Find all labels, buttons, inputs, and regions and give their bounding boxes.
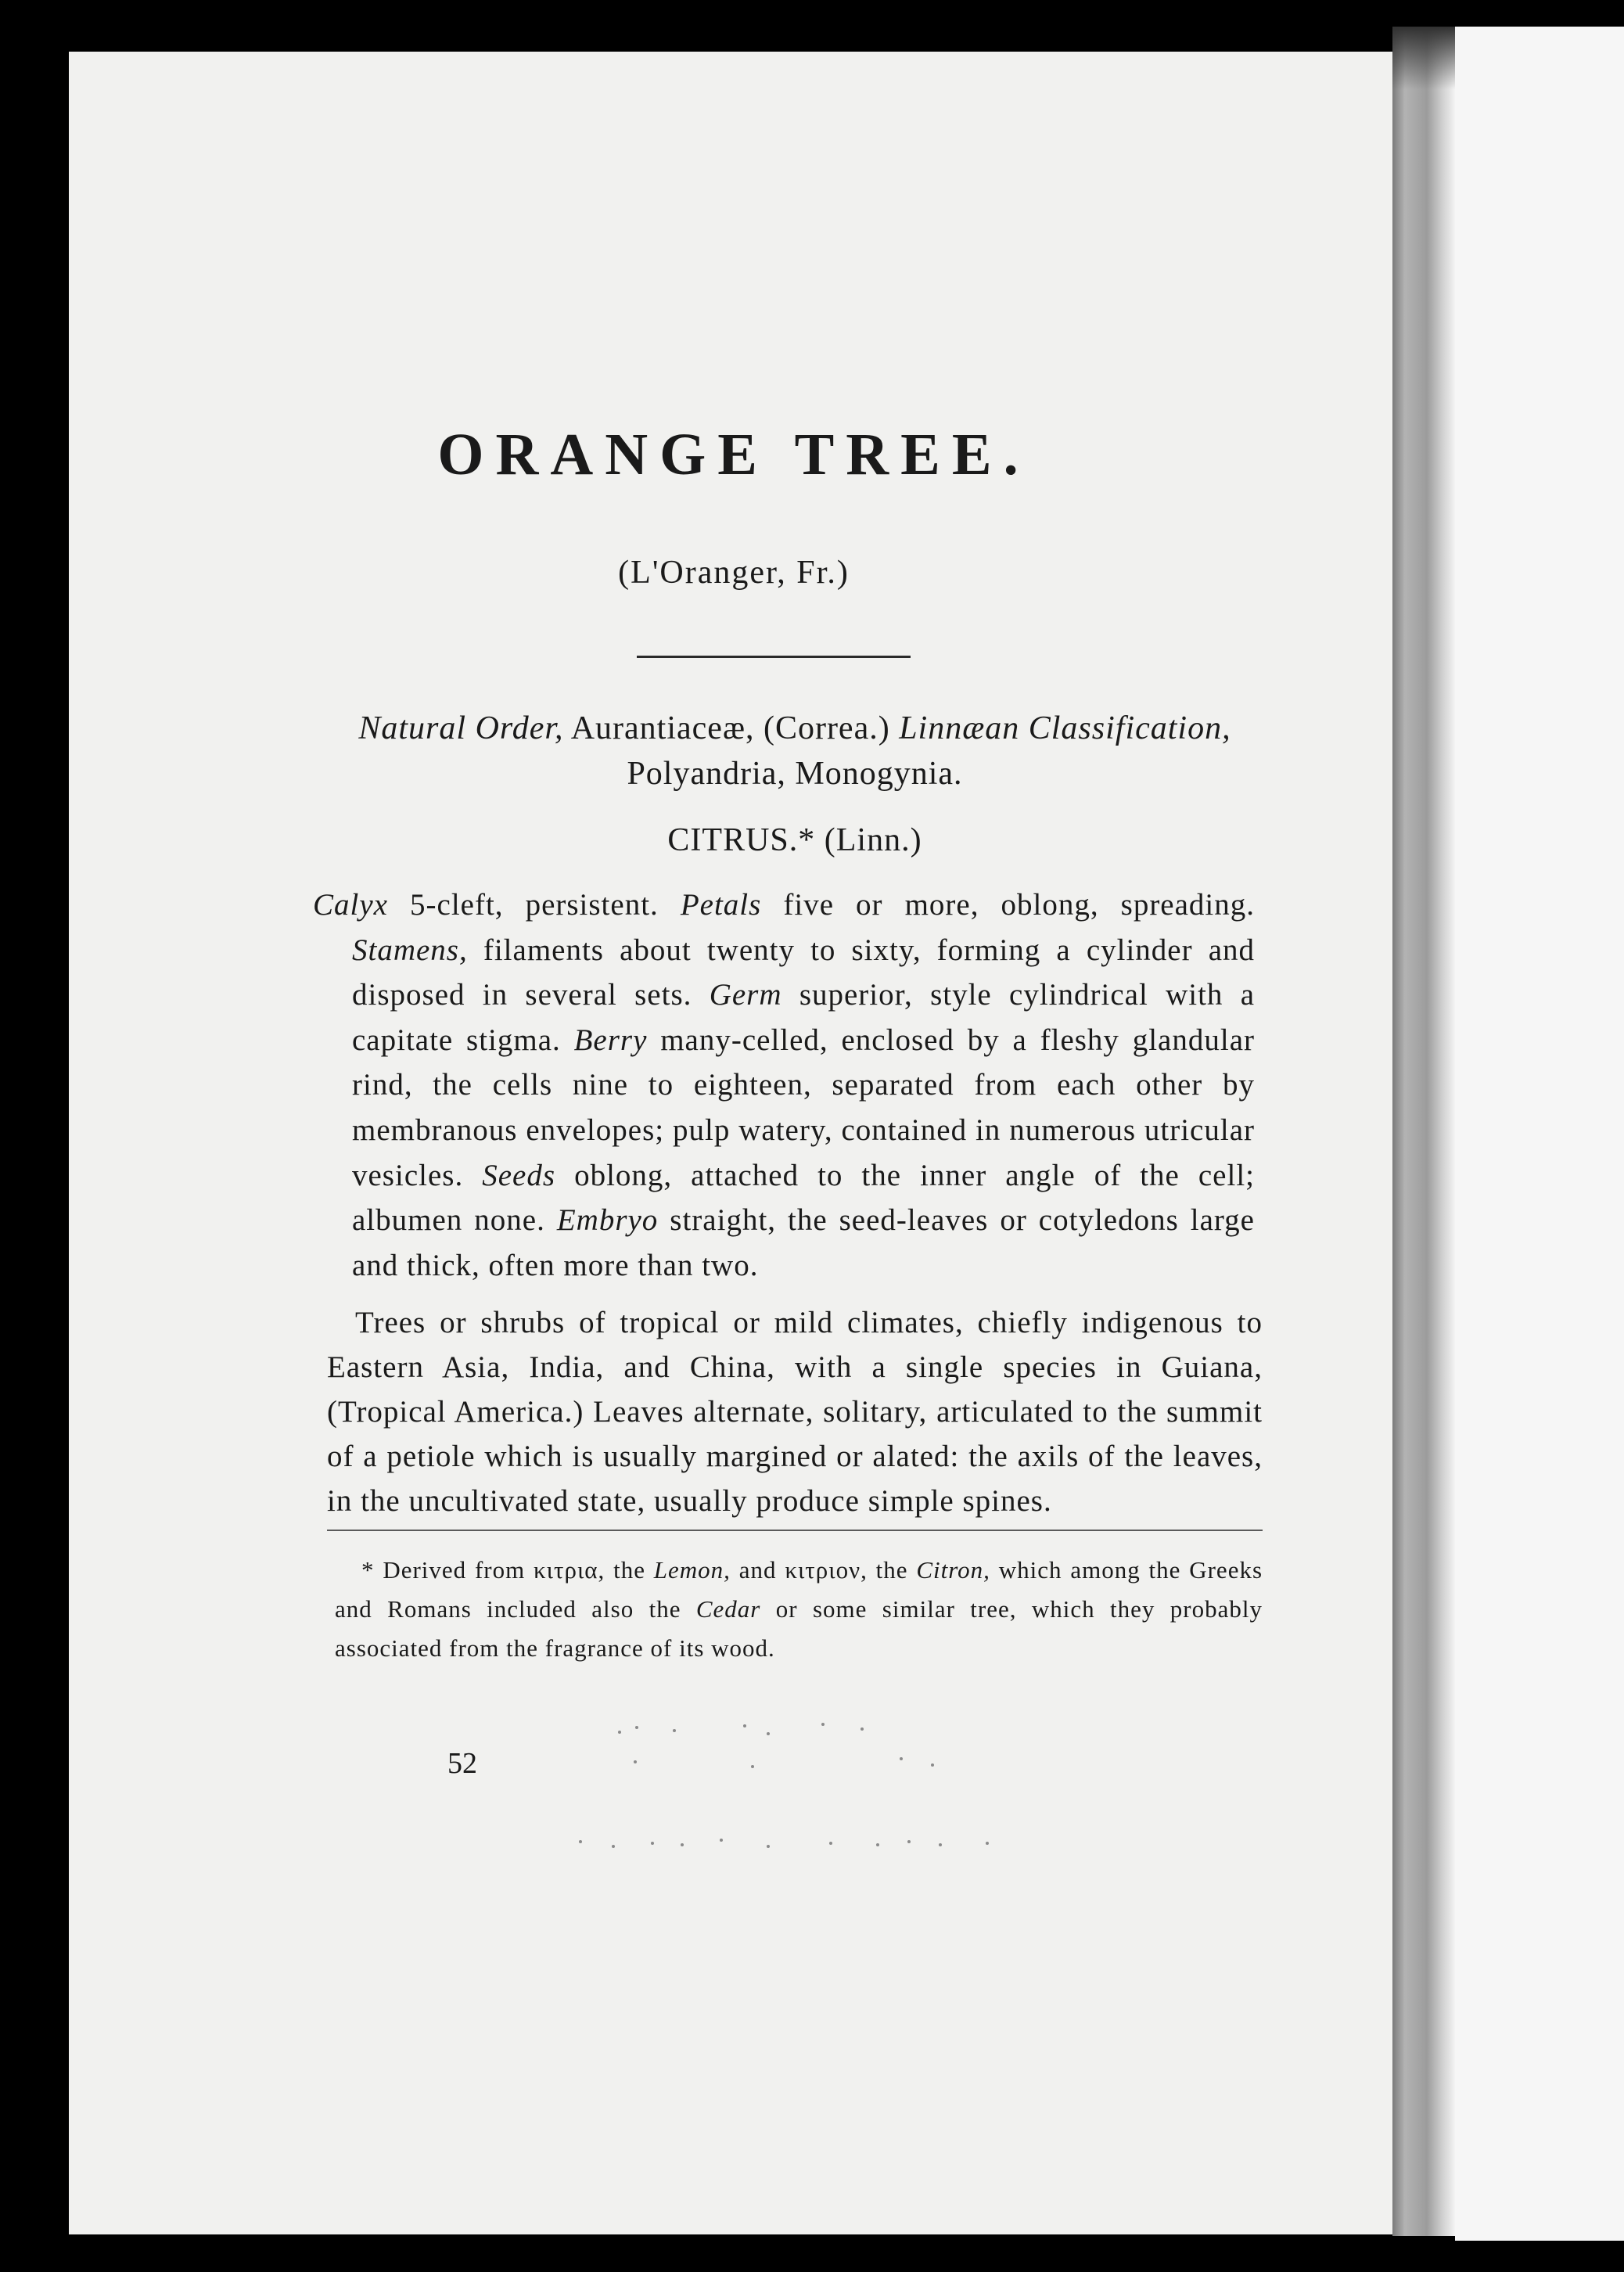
footnote-part2: and κιτριον, the — [738, 1556, 908, 1584]
linnaean-label: Linnæan Classification, — [899, 710, 1231, 746]
footnote-part1: * Derived from κιτρια, the — [361, 1556, 645, 1584]
footnote-citron: Citron, — [916, 1556, 990, 1584]
natural-order-value: Aurantiaceæ, (Correa.) — [570, 710, 890, 746]
calyx-label: Calyx — [313, 888, 388, 922]
page-title: ORANGE TREE. — [437, 422, 1030, 487]
page-edge-shadow — [1392, 27, 1455, 2236]
adjacent-page-margin — [1455, 27, 1624, 2241]
footnote-cedar: Cedar — [695, 1595, 761, 1623]
germ-label: Germ — [709, 978, 782, 1012]
calyx-text: 5-cleft, persistent. — [410, 888, 659, 922]
genus-paragraph: Trees or shrubs of tropical or mild climates, chiefly indigenous to Eastern Asia, India, and China, with a single species in Guiana, (Tropical America.) Leaves alternate, solitary, articulated to the summit of a petiole which is usually margined or alated: the axils of the leaves, in the uncultivated state, usually produce simple spines. — [327, 1306, 1263, 1518]
footnote-part4: or some similar tree, which they probably associated from the fragrance of its wood. — [335, 1595, 1263, 1662]
footnote-lemon: Lemon, — [653, 1556, 731, 1584]
genus-heading: CITRUS.* (Linn.) — [667, 822, 922, 858]
natural-order-label: Natural Order, — [358, 710, 564, 746]
genus-description — [313, 883, 1256, 1288]
germ-text: superior, style cylindrical with a capitate stigma. — [352, 978, 1256, 1057]
seeds-label: Seeds — [482, 1158, 556, 1192]
linnaean-value: Polyandria, Monogynia. — [627, 756, 963, 792]
embryo-text: straight, the seed-leaves or cotyledons large and thick, often more than two. — [352, 1203, 1255, 1282]
footnote-rule — [327, 1530, 1263, 1531]
stamens-label: Stamens, — [352, 933, 468, 967]
seeds-text: oblong, attached to the inner angle of the cell; albumen none. — [352, 1158, 1256, 1238]
petals-text: five or more, oblong, spreading. — [783, 888, 1256, 922]
embryo-label: Embryo — [556, 1203, 659, 1238]
page-edge-top-shadow — [1392, 27, 1455, 89]
stamens-text: filaments about twenty to sixty, forming a cylinder and disposed in several sets. — [352, 933, 1255, 1012]
berry-label: Berry — [573, 1023, 648, 1057]
petals-label: Petals — [680, 888, 762, 922]
bleed-through-specks — [563, 1706, 1001, 1862]
classification — [310, 706, 1280, 796]
footnote — [335, 1551, 1263, 1668]
page-subtitle: (L'Oranger, Fr.) — [618, 555, 850, 591]
page-number: 52 — [447, 1747, 477, 1780]
berry-text: many-celled, enclosed by a fleshy glandular rind, the cells nine to eighteen, separated from each other by membranous envelopes; pulp watery, contained in numerous utricular vesicles. — [352, 1023, 1256, 1192]
title-rule — [637, 656, 911, 658]
footnote-part3: which among the Greeks and Romans included also the — [335, 1556, 1263, 1623]
